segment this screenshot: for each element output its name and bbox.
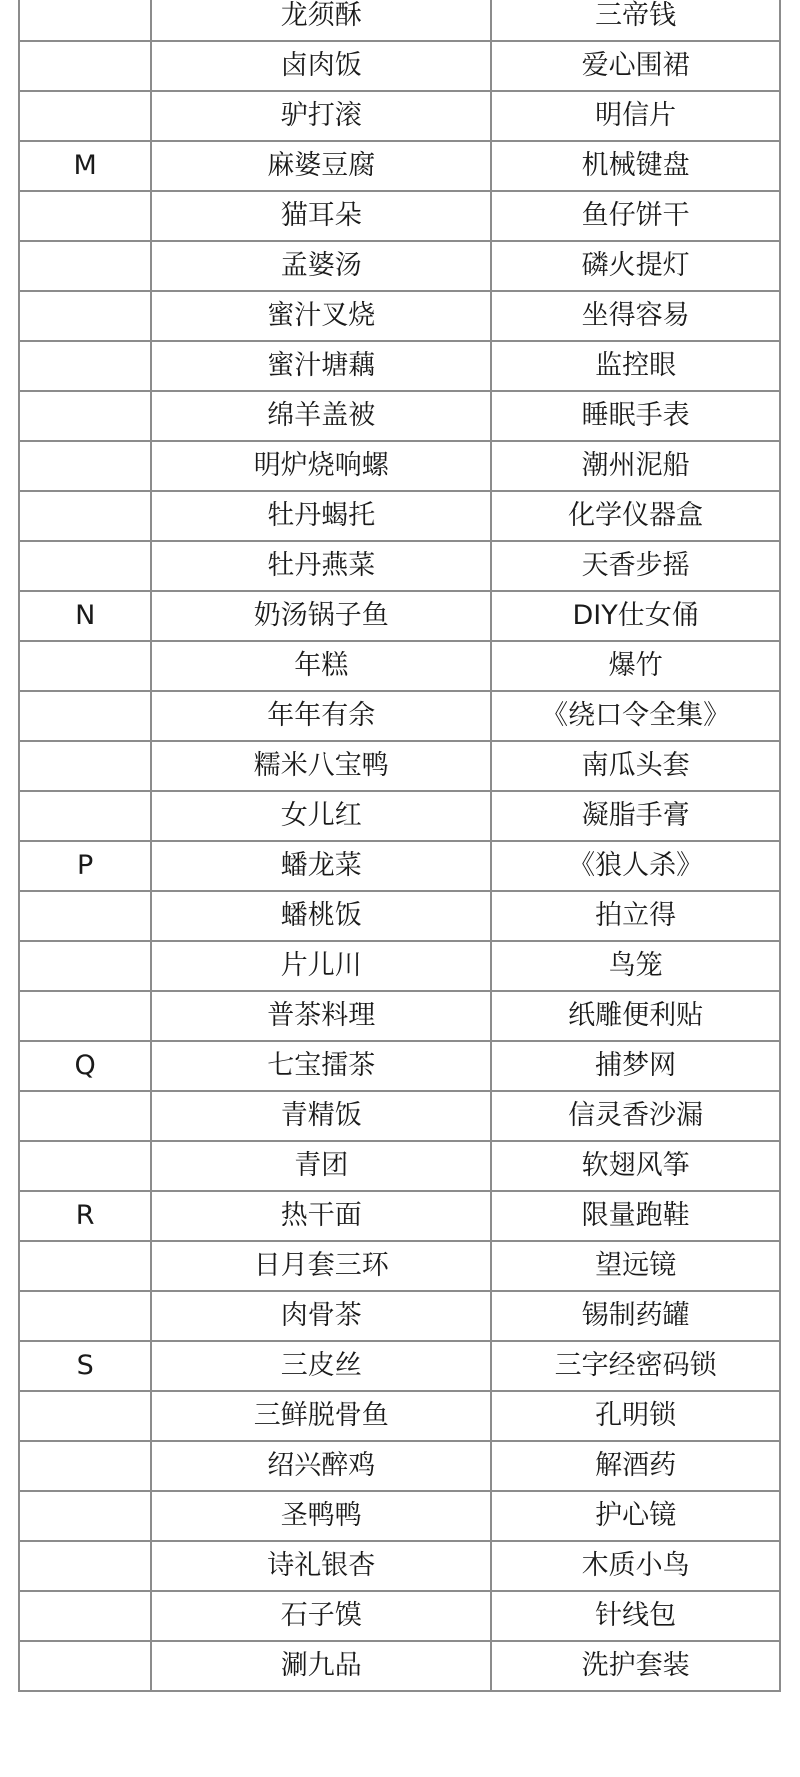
index-letter-cell	[19, 791, 151, 841]
index-letter-cell	[19, 991, 151, 1041]
gift-name-cell: 《狼人杀》	[491, 841, 780, 891]
food-name-cell: 年糕	[151, 641, 491, 691]
table-row	[19, 691, 780, 741]
gift-name-cell: DIY仕女俑	[491, 591, 780, 641]
food-name-cell: 猫耳朵	[151, 191, 491, 241]
gift-name-cell: 爱心围裙	[491, 41, 780, 91]
food-name-cell: 蟠桃饭	[151, 891, 491, 941]
food-name-cell: 龙须酥	[151, 0, 491, 41]
food-name-cell: 卤肉饭	[151, 41, 491, 91]
index-letter-cell	[19, 441, 151, 491]
food-name-cell: 牡丹蝎托	[151, 491, 491, 541]
gift-name-cell: 洗护套装	[491, 1641, 780, 1691]
index-letter-cell	[19, 1491, 151, 1541]
food-name-cell: 石子馍	[151, 1591, 491, 1641]
food-gift-table	[18, 0, 781, 1692]
food-name-cell: 热干面	[151, 1191, 491, 1241]
table-row	[19, 841, 780, 891]
index-letter-cell	[19, 291, 151, 341]
gift-name-cell: 限量跑鞋	[491, 1191, 780, 1241]
table-row	[19, 1391, 780, 1441]
food-name-cell: 三鲜脱骨鱼	[151, 1391, 491, 1441]
food-name-cell: 麻婆豆腐	[151, 141, 491, 191]
index-letter-cell	[19, 1591, 151, 1641]
table-row	[19, 591, 780, 641]
table-row	[19, 941, 780, 991]
food-name-cell: 牡丹燕菜	[151, 541, 491, 591]
gift-name-cell: 三帝钱	[491, 0, 780, 41]
table-row	[19, 1041, 780, 1091]
table-row	[19, 1191, 780, 1241]
food-name-cell: 普茶料理	[151, 991, 491, 1041]
index-letter-cell	[19, 491, 151, 541]
gift-name-cell: 化学仪器盒	[491, 491, 780, 541]
table-row	[19, 441, 780, 491]
gift-name-cell: 南瓜头套	[491, 741, 780, 791]
table-row	[19, 241, 780, 291]
food-name-cell: 七宝擂茶	[151, 1041, 491, 1091]
food-name-cell: 青团	[151, 1141, 491, 1191]
table-row	[19, 1091, 780, 1141]
food-name-cell: 绍兴醉鸡	[151, 1441, 491, 1491]
table-row	[19, 641, 780, 691]
gift-name-cell: 三字经密码锁	[491, 1341, 780, 1391]
index-letter-cell	[19, 1241, 151, 1291]
index-letter-cell	[19, 691, 151, 741]
gift-name-cell: 睡眠手表	[491, 391, 780, 441]
table-row	[19, 741, 780, 791]
index-letter-cell: R	[19, 1191, 151, 1241]
index-letter-cell	[19, 1291, 151, 1341]
index-letter-cell	[19, 541, 151, 591]
gift-name-cell: 锡制药罐	[491, 1291, 780, 1341]
table-row	[19, 1591, 780, 1641]
index-letter-cell	[19, 891, 151, 941]
index-letter-cell	[19, 91, 151, 141]
index-letter-cell: P	[19, 841, 151, 891]
table-row	[19, 191, 780, 241]
gift-name-cell: 护心镜	[491, 1491, 780, 1541]
index-letter-cell	[19, 741, 151, 791]
gift-name-cell: 信灵香沙漏	[491, 1091, 780, 1141]
index-letter-cell	[19, 941, 151, 991]
gift-name-cell: 鸟笼	[491, 941, 780, 991]
gift-name-cell: 机械键盘	[491, 141, 780, 191]
gift-name-cell: 捕梦网	[491, 1041, 780, 1091]
gift-name-cell: 坐得容易	[491, 291, 780, 341]
index-letter-cell	[19, 1391, 151, 1441]
gift-name-cell: 解酒药	[491, 1441, 780, 1491]
gift-name-cell: 鱼仔饼干	[491, 191, 780, 241]
index-letter-cell	[19, 1141, 151, 1191]
gift-name-cell: 监控眼	[491, 341, 780, 391]
food-name-cell: 片儿川	[151, 941, 491, 991]
table-row	[19, 141, 780, 191]
food-name-cell: 明炉烧响螺	[151, 441, 491, 491]
table-row	[19, 991, 780, 1041]
gift-name-cell: 磷火提灯	[491, 241, 780, 291]
index-letter-cell: Q	[19, 1041, 151, 1091]
food-name-cell: 蜜汁塘藕	[151, 341, 491, 391]
index-letter-cell: N	[19, 591, 151, 641]
food-name-cell: 肉骨茶	[151, 1291, 491, 1341]
gift-name-cell: 潮州泥船	[491, 441, 780, 491]
food-name-cell: 孟婆汤	[151, 241, 491, 291]
index-letter-cell	[19, 1541, 151, 1591]
gift-name-cell: 针线包	[491, 1591, 780, 1641]
index-letter-cell	[19, 241, 151, 291]
table-row	[19, 1241, 780, 1291]
table-row	[19, 1441, 780, 1491]
food-name-cell: 圣鸭鸭	[151, 1491, 491, 1541]
food-name-cell: 蟠龙菜	[151, 841, 491, 891]
index-letter-cell	[19, 391, 151, 441]
table-row	[19, 0, 780, 41]
table-row	[19, 91, 780, 141]
gift-name-cell: 拍立得	[491, 891, 780, 941]
gift-name-cell: 天香步摇	[491, 541, 780, 591]
gift-name-cell: 《绕口令全集》	[491, 691, 780, 741]
table-body	[19, 0, 780, 1691]
table-row	[19, 1541, 780, 1591]
table-row	[19, 291, 780, 341]
table-row	[19, 891, 780, 941]
food-name-cell: 三皮丝	[151, 1341, 491, 1391]
food-name-cell: 糯米八宝鸭	[151, 741, 491, 791]
food-name-cell: 女儿红	[151, 791, 491, 841]
table-row	[19, 791, 780, 841]
table-row	[19, 1641, 780, 1691]
table-row	[19, 1291, 780, 1341]
food-name-cell: 诗礼银杏	[151, 1541, 491, 1591]
gift-name-cell: 望远镜	[491, 1241, 780, 1291]
food-name-cell: 驴打滚	[151, 91, 491, 141]
index-letter-cell	[19, 341, 151, 391]
index-letter-cell	[19, 191, 151, 241]
food-name-cell: 蜜汁叉烧	[151, 291, 491, 341]
food-name-cell: 青精饭	[151, 1091, 491, 1141]
index-letter-cell	[19, 0, 151, 41]
table-row	[19, 541, 780, 591]
table-row	[19, 491, 780, 541]
food-name-cell: 绵羊盖被	[151, 391, 491, 441]
gift-name-cell: 明信片	[491, 91, 780, 141]
index-letter-cell: S	[19, 1341, 151, 1391]
food-name-cell: 奶汤锅子鱼	[151, 591, 491, 641]
index-letter-cell	[19, 641, 151, 691]
table-row	[19, 391, 780, 441]
gift-name-cell: 木质小鸟	[491, 1541, 780, 1591]
food-name-cell: 日月套三环	[151, 1241, 491, 1291]
gift-name-cell: 纸雕便利贴	[491, 991, 780, 1041]
table-row	[19, 341, 780, 391]
table-row	[19, 1341, 780, 1391]
gift-name-cell: 凝脂手膏	[491, 791, 780, 841]
index-letter-cell	[19, 1091, 151, 1141]
index-letter-cell	[19, 41, 151, 91]
index-letter-cell	[19, 1441, 151, 1491]
table-row	[19, 41, 780, 91]
gift-name-cell: 软翅风筝	[491, 1141, 780, 1191]
gift-name-cell: 孔明锁	[491, 1391, 780, 1441]
food-name-cell: 涮九品	[151, 1641, 491, 1691]
gift-name-cell: 爆竹	[491, 641, 780, 691]
table-row	[19, 1491, 780, 1541]
index-letter-cell: M	[19, 141, 151, 191]
table-row	[19, 1141, 780, 1191]
food-name-cell: 年年有余	[151, 691, 491, 741]
index-letter-cell	[19, 1641, 151, 1691]
